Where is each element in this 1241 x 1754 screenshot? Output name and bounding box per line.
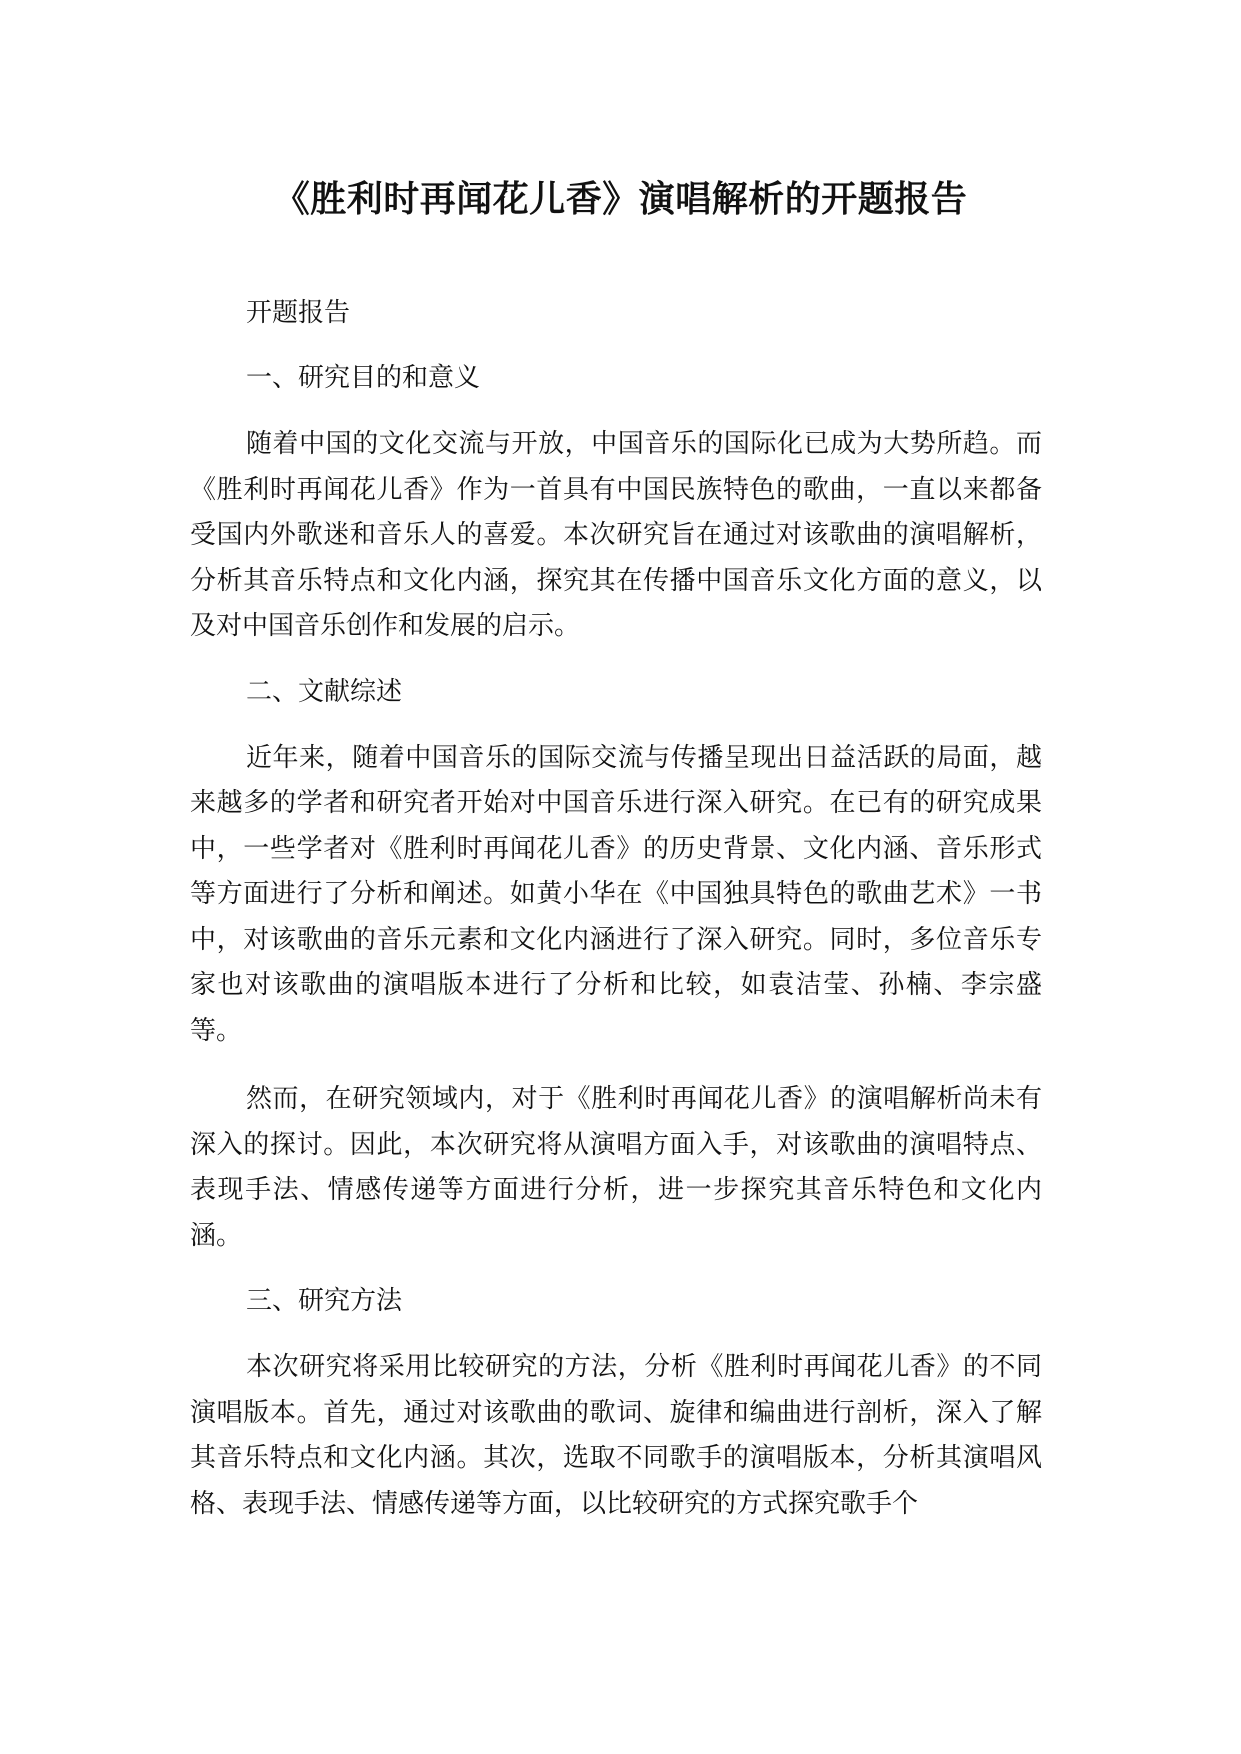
paragraph-purpose: 随着中国的文化交流与开放，中国音乐的国际化已成为大势所趋。而《胜利时再闻花儿香》作为一首具有中国民族特色的歌曲，一直以来都备受国内外歌迷和音乐人的喜爱。本次研究旨在通过对该歌曲的演唱解析，分析其音乐特点和文化内涵，探究其在传播中国音乐文化方面的意义，以及对中国音乐创作和发展的启示。 [190, 429, 1042, 641]
paragraph-literature-2: 然而，在研究领域内，对于《胜利时再闻花儿香》的演唱解析尚未有深入的探讨。因此，本次研究将从演唱方面入手，对该歌曲的演唱特点、表现手法、情感传递等方面进行分析，进一步探究其音乐特色和文化内涵。 [190, 1084, 1042, 1251]
report-label: 开题报告 [246, 298, 351, 328]
section-heading-purpose: 一、研究目的和意义 [246, 363, 481, 393]
section-heading-method: 三、研究方法 [246, 1286, 403, 1316]
paragraph-method: 本次研究将采用比较研究的方法，分析《胜利时再闻花儿香》的不同演唱版本。首先，通过对该歌曲的歌词、旋律和编曲进行剖析，深入了解其音乐特点和文化内涵。其次，选取不同歌手的演唱版本，分析其演唱风格、表现手法、情感传递等方面，以比较研究的方式探究歌手个 [190, 1352, 1042, 1519]
document-title: 《胜利时再闻花儿香》演唱解析的开题报告 [273, 179, 968, 220]
document-body [190, 290, 1042, 1527]
paragraph-literature-1: 近年来，随着中国音乐的国际交流与传播呈现出日益活跃的局面，越来越多的学者和研究者开始对中国音乐进行深入研究。在已有的研究成果中，一些学者对《胜利时再闻花儿香》的历史背景、文化内涵、音乐形式等方面进行了分析和阐述。如黄小华在《中国独具特色的歌曲艺术》一书中，对该歌曲的音乐元素和文化内涵进行了深入研究。同时，多位音乐专家也对该歌曲的演唱版本进行了分析和比较，如袁洁莹、孙楠、李宗盛等。 [190, 742, 1042, 1046]
section-heading-literature: 二、文献综述 [246, 676, 403, 707]
